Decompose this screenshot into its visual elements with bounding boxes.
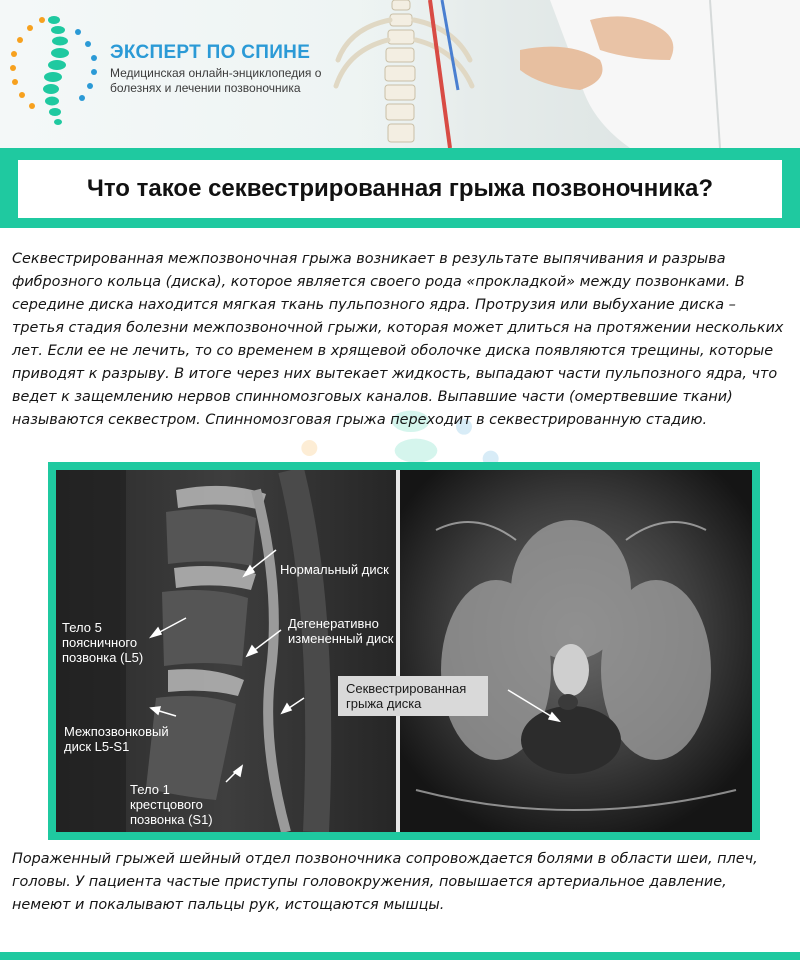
label-sequestered-hernia: Секвестрированная грыжа диска (338, 676, 488, 716)
logo-spine-icon (8, 10, 100, 130)
brand-title[interactable]: ЭКСПЕРТ ПО СПИНЕ (110, 42, 311, 63)
label-degenerative-disc: Дегенеративно измененный диск (288, 616, 394, 646)
article-content (0, 228, 800, 952)
header-photo (330, 0, 800, 148)
mri-image (56, 470, 752, 832)
article-paragraph-2: Пораженный грыжей шейный отдел позвоночника сопровождается болями в области шеи, плеч, головы. У пациента частые приступы головокружения, повышается артериальное давление, немеют и покалывают пальцы рук, истощаются мышцы. (12, 851, 758, 913)
title-box (18, 160, 782, 218)
label-l5s1-disc: Межпозвонковый диск L5-S1 (64, 724, 169, 754)
mri-image-frame (48, 462, 760, 840)
page-title: Что такое секвестрированная грыжа позвоночника? (86, 175, 713, 202)
brand-subtitle: Медицинская онлайн-энциклопедия о болезнях и лечении позвоночника (110, 66, 322, 95)
title-band (0, 148, 800, 228)
label-normal-disc: Нормальный диск (280, 562, 389, 577)
article-paragraph-1: Секвестрированная межпозвоночная грыжа возникает в результате выпячивания и разрыва фиброзного кольца (диска), которое является своего рода «прокладкой» между позвонками. В середине диска находится мягкая ткань пульпозного ядра. Протрузия или выбухание диска – третья стадия болезни межпозвоночной грыжи, которая может длиться на протяжении нескольких лет. Если ее не лечить, то со временем в хрящевой оболочке диска появляются трещины, которые приводят к разрыву. В итоге через них вытекает жидкость, выпадают части пульпозного ядра, что ведет к защемлению нервов спинномозговых каналов. Выпавшие части (омертвевшие ткани) называются секвестром. Спинномозговая грыжа переходит в секвестрированную стадию. (12, 251, 784, 428)
site-header (0, 0, 800, 148)
label-l5-body: Тело 5 поясничного позвонка (L5) (62, 620, 144, 665)
label-s1-body: Тело 1 крестцового позвонка (S1) (130, 782, 213, 827)
